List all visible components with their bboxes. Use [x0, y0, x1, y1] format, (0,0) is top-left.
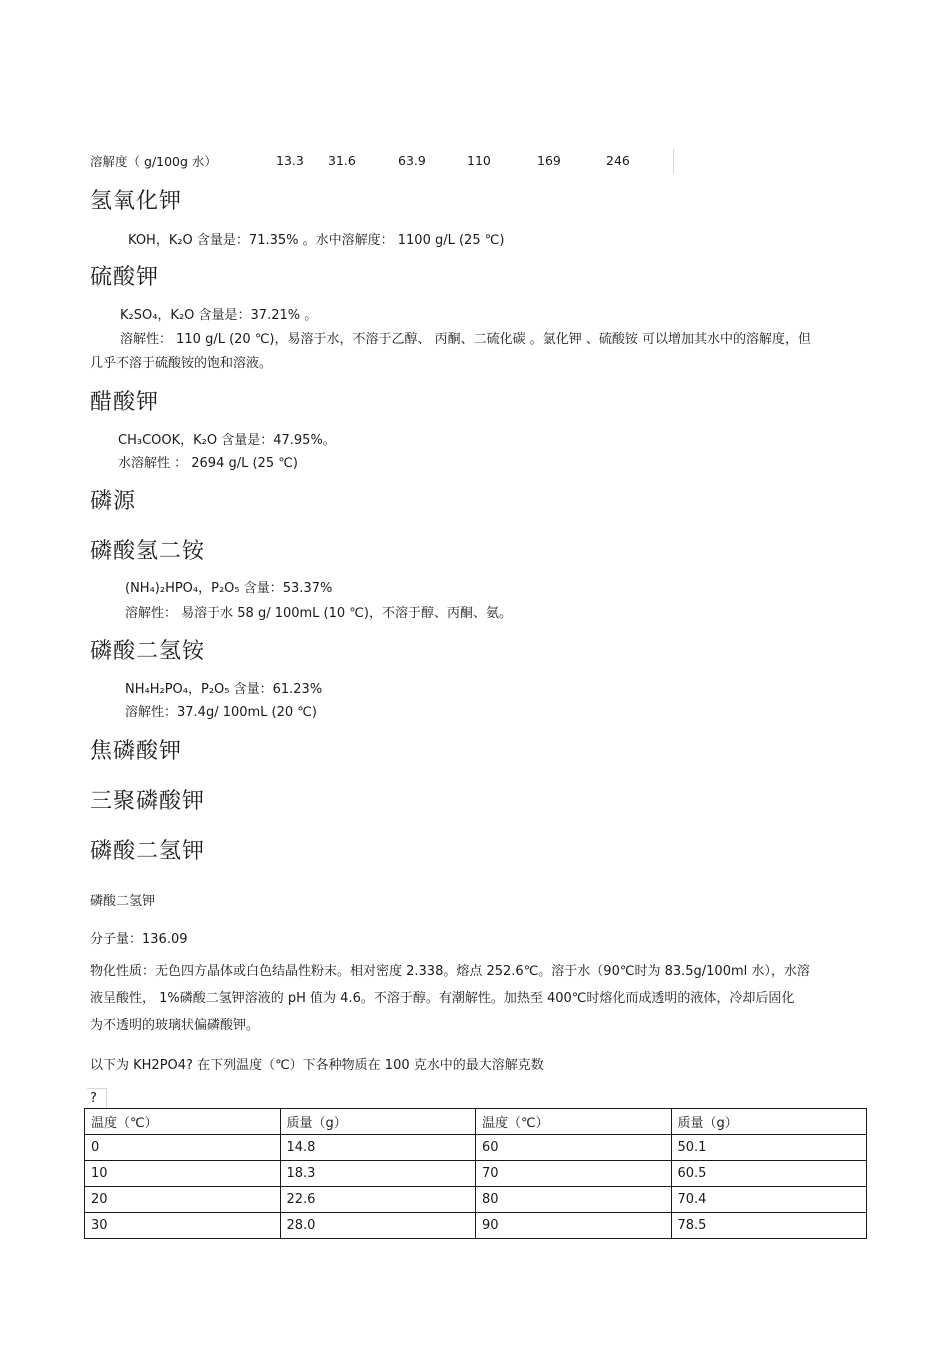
table-cell: 10	[85, 1161, 281, 1187]
section-heading-phosphorus: 磷源	[90, 489, 137, 514]
table-cell: 14.8	[280, 1135, 476, 1161]
solubility-value: 31.6	[328, 153, 356, 168]
table-cell: 30	[85, 1213, 281, 1239]
section-heading-pyrophosphate: 焦磷酸钾	[90, 739, 183, 764]
table-cell: 20	[85, 1187, 281, 1213]
table-row	[85, 1187, 867, 1213]
table-cell: 28.0	[280, 1213, 476, 1239]
section-heading-map: 磷酸二氢铵	[90, 639, 206, 664]
solubility-value: 63.9	[398, 153, 426, 168]
section-heading-koh: 氢氧化钾	[90, 189, 183, 214]
map-solubility: 溶解性：37.4g/ 100mL (20 ℃)	[125, 705, 317, 720]
table-marker: ?	[87, 1088, 107, 1108]
solubility-value: 169	[537, 153, 561, 168]
table-cell: 90	[476, 1213, 672, 1239]
table-cell: 18.3	[280, 1161, 476, 1187]
table-header-cell: 质量（g）	[280, 1109, 476, 1135]
table-cell: 80	[476, 1187, 672, 1213]
ch3cook-solubility: 水溶解性 ： 2694 g/L (25 ℃)	[118, 456, 298, 471]
table-header-cell: 温度（℃）	[85, 1109, 281, 1135]
table-row	[85, 1135, 867, 1161]
table-row	[85, 1213, 867, 1239]
solubility-table	[84, 1108, 867, 1239]
dap-content: (NH₄)₂HPO₄，P₂O₅ 含量：53.37%	[125, 581, 333, 596]
k2so4-solubility-cont: 几乎不溶于硫酸铵的饱和溶液。	[90, 356, 273, 371]
solubility-row-label: 溶解度（ g/100g 水）	[90, 154, 217, 169]
solubility-value: 13.3	[276, 153, 304, 168]
mkp-name: 磷酸二氢钾	[90, 894, 156, 909]
section-heading-k2so4: 硫酸钾	[90, 265, 160, 290]
table-cell: 78.5	[671, 1213, 867, 1239]
table-cell: 22.6	[280, 1187, 476, 1213]
table-cell: 70.4	[671, 1187, 867, 1213]
ch3cook-content: CH₃COOK，K₂O 含量是：47.95%。	[118, 433, 336, 448]
mkp-properties-line: 液呈酸性， 1%磷酸二氢钾溶液的 pH 值为 4.6。不溶于醇。有潮解性。加热至 400℃时熔化而成透明的液体，冷却后固化	[90, 991, 795, 1006]
mkp-properties-line: 物化性质：无色四方晶体或白色结晶性粉末。相对密度 2.338。熔点 252.6℃。溶于水（90℃时为 83.5g/100ml 水），水溶	[90, 964, 810, 979]
mkp-molecular-weight: 分子量：136.09	[90, 932, 188, 947]
dap-solubility: 溶解性： 易溶于水 58 g/ 100mL (10 ℃)，不溶于醇、丙酮、氨。	[125, 606, 512, 621]
table-cell: 0	[85, 1135, 281, 1161]
section-heading-ch3cook: 醋酸钾	[90, 390, 160, 415]
table-divider	[673, 149, 674, 174]
solubility-value: 110	[467, 153, 491, 168]
table-intro: 以下为 KH2PO4? 在下列温度（℃）下各种物质在 100 克水中的最大溶解克数	[90, 1058, 544, 1073]
table-header-cell: 质量（g）	[671, 1109, 867, 1135]
table-cell: 60	[476, 1135, 672, 1161]
mkp-properties-line: 为不透明的玻璃状偏磷酸钾。	[90, 1018, 260, 1033]
section-heading-tripolyphosphate: 三聚磷酸钾	[90, 789, 206, 814]
table-cell: 70	[476, 1161, 672, 1187]
koh-info: KOH，K₂O 含量是：71.35% 。水中溶解度： 1100 g/L (25 ℃)	[128, 233, 505, 248]
section-heading-mkp: 磷酸二氢钾	[90, 839, 206, 864]
table-cell: 60.5	[671, 1161, 867, 1187]
table-cell: 50.1	[671, 1135, 867, 1161]
k2so4-content: K₂SO₄，K₂O 含量是：37.21% 。	[120, 308, 318, 323]
table-header-row	[85, 1109, 867, 1135]
k2so4-solubility: 溶解性： 110 g/L (20 ℃)，易溶于水，不溶于乙醇、 丙酮、二硫化碳 。氯化钾 、硫酸铵 可以增加其水中的溶解度，但	[120, 332, 812, 347]
map-content: NH₄H₂PO₄，P₂O₅ 含量：61.23%	[125, 682, 323, 697]
table-header-cell: 温度（℃）	[476, 1109, 672, 1135]
table-row	[85, 1161, 867, 1187]
solubility-value: 246	[606, 153, 630, 168]
section-heading-dap: 磷酸氢二铵	[90, 539, 206, 564]
